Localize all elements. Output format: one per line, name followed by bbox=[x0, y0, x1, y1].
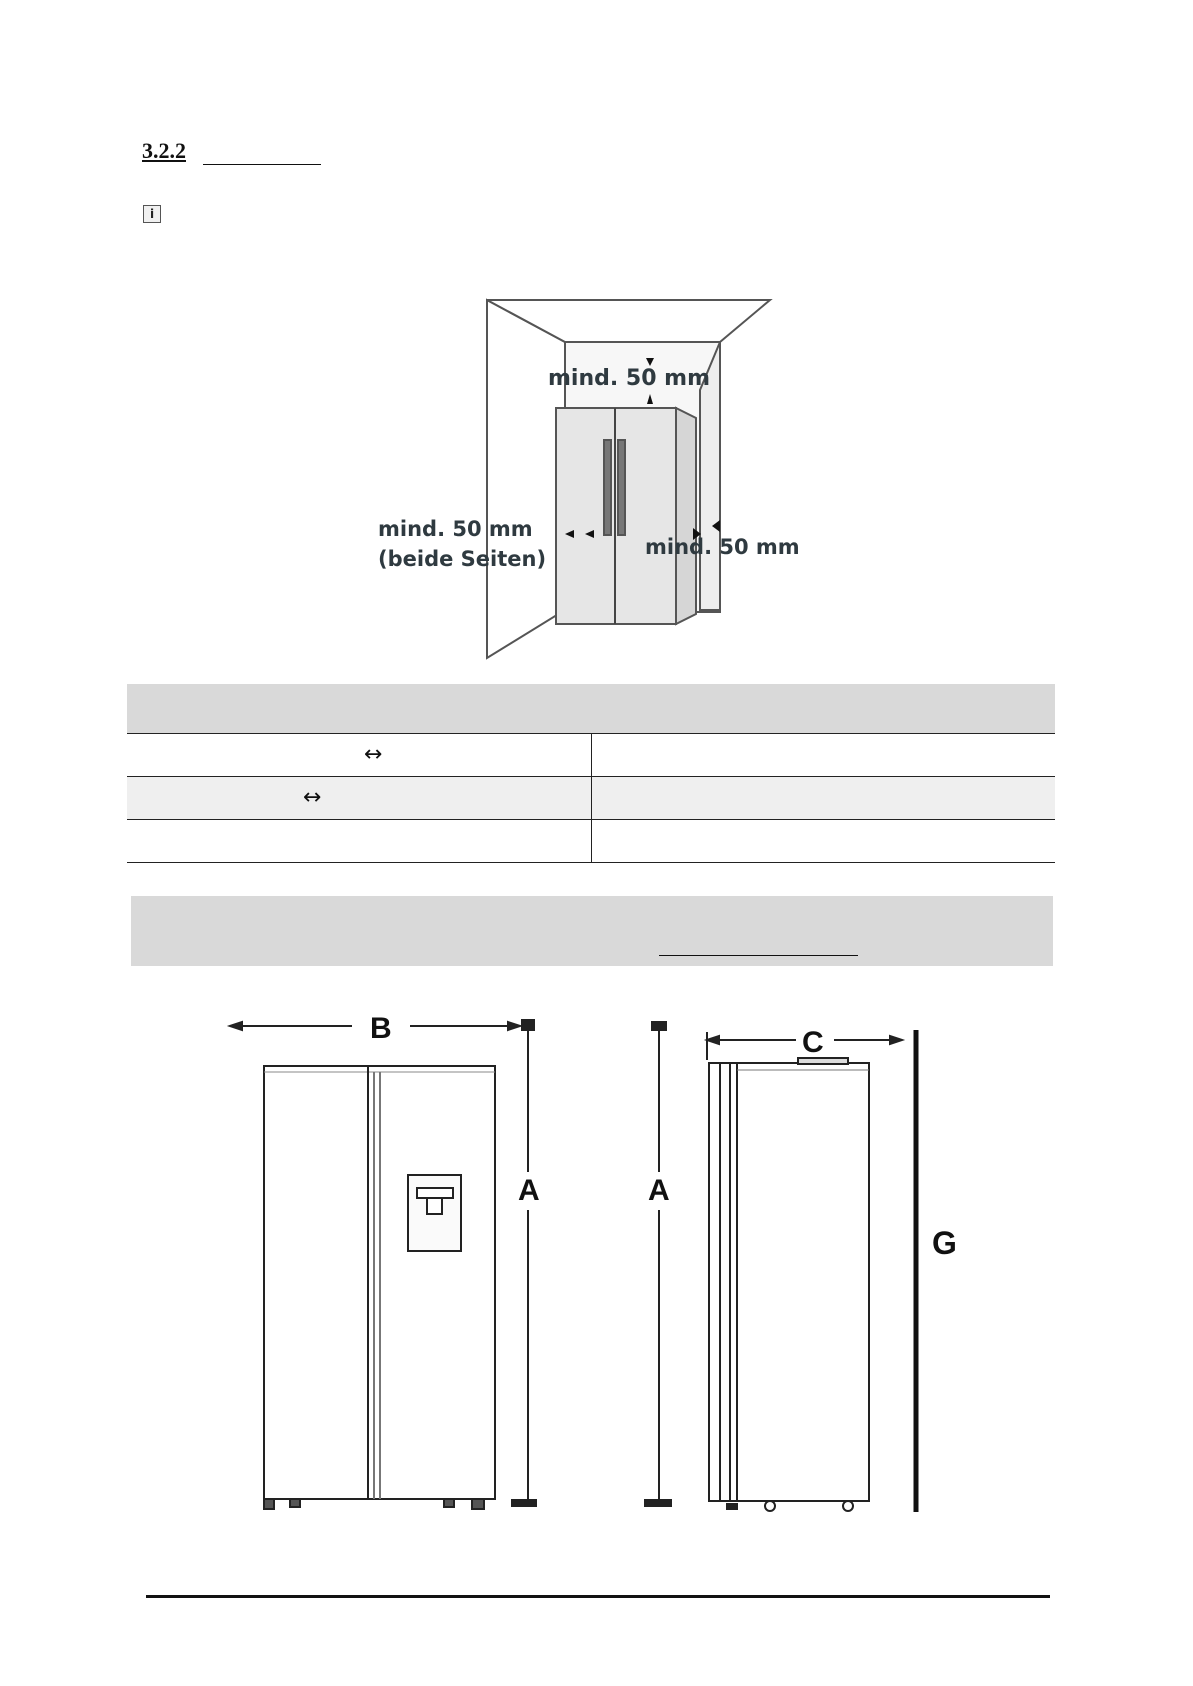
table-cell bbox=[592, 734, 1055, 776]
table-cell bbox=[127, 820, 592, 862]
double-arrow-icon: ↔ bbox=[364, 742, 383, 767]
dimension-a-side bbox=[645, 1022, 671, 1506]
section-title-underline bbox=[203, 164, 321, 165]
info-icon: i bbox=[143, 205, 161, 223]
note-underline bbox=[659, 955, 858, 956]
table-row bbox=[127, 820, 1055, 863]
right-clearance-label: mind. 50 mm bbox=[645, 535, 800, 559]
spec-table bbox=[127, 684, 1055, 863]
dimension-drawing bbox=[200, 1000, 1000, 1520]
section-number: 3.2.2 bbox=[142, 138, 186, 163]
dimension-label-g: G bbox=[932, 1225, 957, 1261]
fridge-front-view bbox=[264, 1066, 495, 1509]
dimension-label-a-front: A bbox=[518, 1174, 540, 1207]
table-header bbox=[127, 684, 1055, 734]
table-cell bbox=[127, 734, 592, 776]
dimension-a-front bbox=[512, 1030, 536, 1506]
table-cell bbox=[592, 820, 1055, 862]
table-row bbox=[127, 777, 1055, 820]
dimension-label-b: B bbox=[370, 1012, 392, 1045]
double-arrow-icon: ↔ bbox=[303, 785, 322, 810]
clearance-diagram bbox=[360, 290, 840, 670]
fridge-side-view bbox=[709, 1058, 869, 1511]
note-box bbox=[131, 896, 1053, 966]
dimension-label-c: C bbox=[802, 1026, 824, 1059]
footer-rule bbox=[146, 1595, 1050, 1598]
top-clearance-label: mind. 50 mm bbox=[548, 366, 711, 391]
left-clearance-label: mind. 50 mm bbox=[378, 517, 533, 541]
table-cell bbox=[127, 777, 592, 819]
left-clearance-sublabel: (beide Seiten) bbox=[378, 547, 547, 571]
dimension-label-a-side: A bbox=[648, 1174, 670, 1207]
table-cell bbox=[592, 777, 1055, 819]
table-row bbox=[127, 734, 1055, 777]
